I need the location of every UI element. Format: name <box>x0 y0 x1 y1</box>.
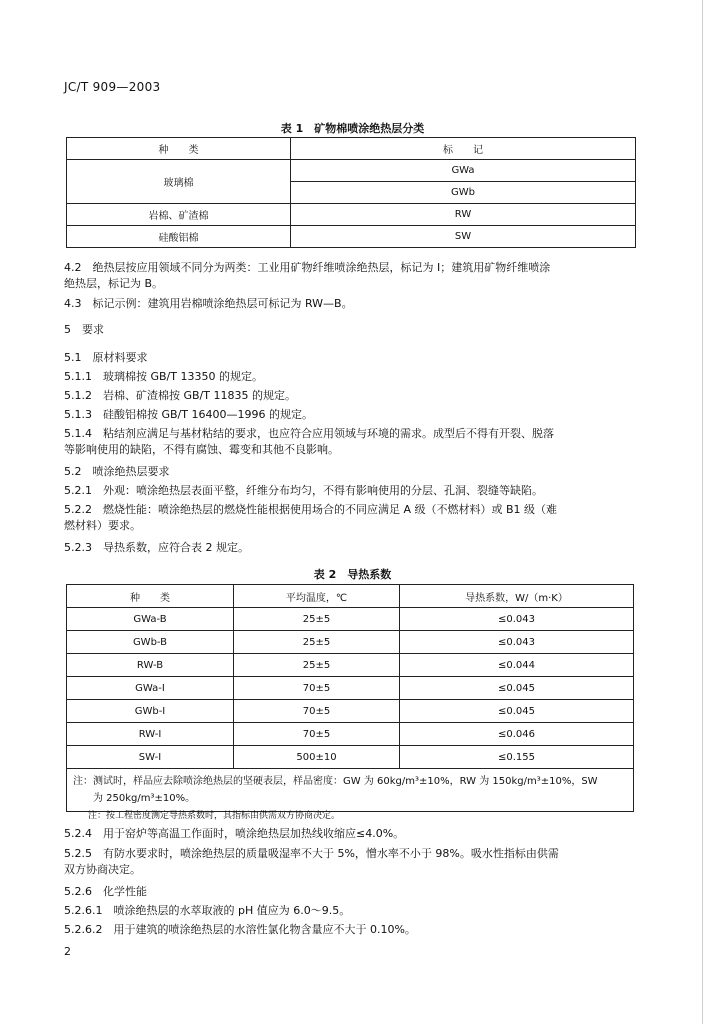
table-header-cell: 平均温度，℃ <box>234 585 400 608</box>
table-note <box>67 769 634 812</box>
table-cell: ≤0.155 <box>400 746 634 769</box>
subsection-heading: 5.1 原材料要求 <box>64 351 148 364</box>
paragraph <box>64 260 634 292</box>
paragraph: 5.1.3 硅酸铝棉按 GB/T 16400—1996 的规定。 <box>64 408 313 421</box>
table2-thermal-conductivity <box>66 584 634 812</box>
paragraph-line: 5.1.4 粘结剂应满足与基材粘结的要求，也应符合应用领域与环境的需求。成型后不得有开裂、脱落 <box>64 427 554 440</box>
paragraph-line: 绝热层，标记为 B。 <box>64 277 164 290</box>
table-cell: GWa-I <box>67 677 234 700</box>
table-cell: SW-I <box>67 746 234 769</box>
table-footnote: 注：按工程密度测定导热系数时，其指标由供需双方协商决定。 <box>88 811 341 821</box>
paragraph-line: 等影响使用的缺陷，不得有腐蚀、霉变和其他不良影响。 <box>64 443 339 456</box>
table-cell: RW-I <box>67 723 234 746</box>
table-row <box>67 160 636 182</box>
table-row <box>67 608 634 631</box>
table-row <box>67 746 634 769</box>
table-cell: ≤0.043 <box>400 631 634 654</box>
table-row <box>67 700 634 723</box>
table-cell: RW-B <box>67 654 234 677</box>
table-row <box>67 677 634 700</box>
table-cell: ≤0.045 <box>400 700 634 723</box>
table-cell: ≤0.046 <box>400 723 634 746</box>
paragraph: 4.3 标记示例：建筑用岩棉喷涂绝热层可标记为 RW—B。 <box>64 297 353 310</box>
paragraph-line: 5.2.5 有防水要求时，喷涂绝热层的质量吸湿率不大于 5%，憎水率不小于 98%。吸水性指标由供需 <box>64 847 559 860</box>
paragraph: 5.1.1 玻璃棉按 GB/T 13350 的规定。 <box>64 370 263 383</box>
table-cell: GWb-B <box>67 631 234 654</box>
page-number: 2 <box>64 945 71 958</box>
paragraph <box>64 426 634 458</box>
table-note-row <box>67 769 634 812</box>
table-cell-kind: 玻璃棉 <box>67 160 291 204</box>
table-cell-mark: GWb <box>291 182 636 204</box>
table-cell: 70±5 <box>234 723 400 746</box>
paragraph-line: 5.2.2 燃烧性能：喷涂绝热层的燃烧性能根据使用场合的不同应满足 A 级（不燃材料）或 B1 级（难 <box>64 503 558 516</box>
table-cell-kind: 岩棉、矿渣棉 <box>67 204 291 226</box>
table-row <box>67 204 636 226</box>
paragraph <box>64 502 634 534</box>
table-header-cell: 标 记 <box>291 138 636 160</box>
table-cell-mark: GWa <box>291 160 636 182</box>
paragraph: 5.2.4 用于窑炉等高温工作面时，喷涂绝热层加热线收缩应≤4.0%。 <box>64 827 405 840</box>
table-cell: 70±5 <box>234 700 400 723</box>
table1-caption: 表 1 矿物棉喷涂绝热层分类 <box>280 122 425 135</box>
paragraph: 5.2.6.2 用于建筑的喷涂绝热层的水溶性氯化物含量应不大于 0.10%。 <box>64 923 416 936</box>
table-header-cell: 种 类 <box>67 138 291 160</box>
table-header-row <box>67 585 634 608</box>
table-row <box>67 723 634 746</box>
table-row <box>67 654 634 677</box>
paragraph-line: 4.2 绝热层按应用领域不同分为两类：工业用矿物纤维喷涂绝热层，标记为 I；建筑用矿物纤维喷涂 <box>64 261 551 274</box>
subsection-heading: 5.2 喷涂绝热层要求 <box>64 465 170 478</box>
table-cell-kind: 硅酸铝棉 <box>67 226 291 248</box>
standard-code: JC/T 909—2003 <box>64 80 161 94</box>
table-note-line: 注：测试时，样品应去除喷涂绝热层的坚硬表层，样品密度：GW 为 60kg/m³±10%，RW 为 150kg/m³±10%，SW <box>73 776 598 787</box>
paragraph: 5.2.1 外观：喷涂绝热层表面平整，纤维分布均匀，不得有影响使用的分层、孔洞、裂缝等缺陷。 <box>64 484 543 497</box>
table-cell: 500±10 <box>234 746 400 769</box>
table-cell: 70±5 <box>234 677 400 700</box>
table-cell: 25±5 <box>234 608 400 631</box>
table-cell: ≤0.044 <box>400 654 634 677</box>
table-row <box>67 631 634 654</box>
section-heading: 5 要求 <box>64 323 104 336</box>
scan-edge-line <box>702 0 703 1024</box>
table-cell: 25±5 <box>234 654 400 677</box>
table-cell: ≤0.045 <box>400 677 634 700</box>
table-header-row <box>67 138 636 160</box>
subsection-heading: 5.2.6 化学性能 <box>64 885 147 898</box>
paragraph: 5.2.3 导热系数，应符合表 2 规定。 <box>64 541 249 554</box>
table-cell: ≤0.043 <box>400 608 634 631</box>
table-cell-mark: RW <box>291 204 636 226</box>
table-header-cell: 种 类 <box>67 585 234 608</box>
table-cell: 25±5 <box>234 631 400 654</box>
paragraph-line: 双方协商决定。 <box>64 863 141 876</box>
paragraph: 5.1.2 岩棉、矿渣棉按 GB/T 11835 的规定。 <box>64 389 296 402</box>
paragraph: 5.2.6.1 喷涂绝热层的水萃取液的 pH 值应为 6.0～9.5。 <box>64 904 351 917</box>
table-row <box>67 226 636 248</box>
table-cell: GWb-I <box>67 700 234 723</box>
paragraph-line: 燃材料）要求。 <box>64 519 141 532</box>
table-cell: GWa-B <box>67 608 234 631</box>
table1-classification <box>66 137 636 248</box>
table-header-cell: 导热系数，W/（m·K） <box>400 585 634 608</box>
table-cell-mark: SW <box>291 226 636 248</box>
table2-caption: 表 2 导热系数 <box>313 568 392 581</box>
table-note-line: 为 250kg/m³±10%。 <box>93 793 196 804</box>
paragraph <box>64 846 634 878</box>
